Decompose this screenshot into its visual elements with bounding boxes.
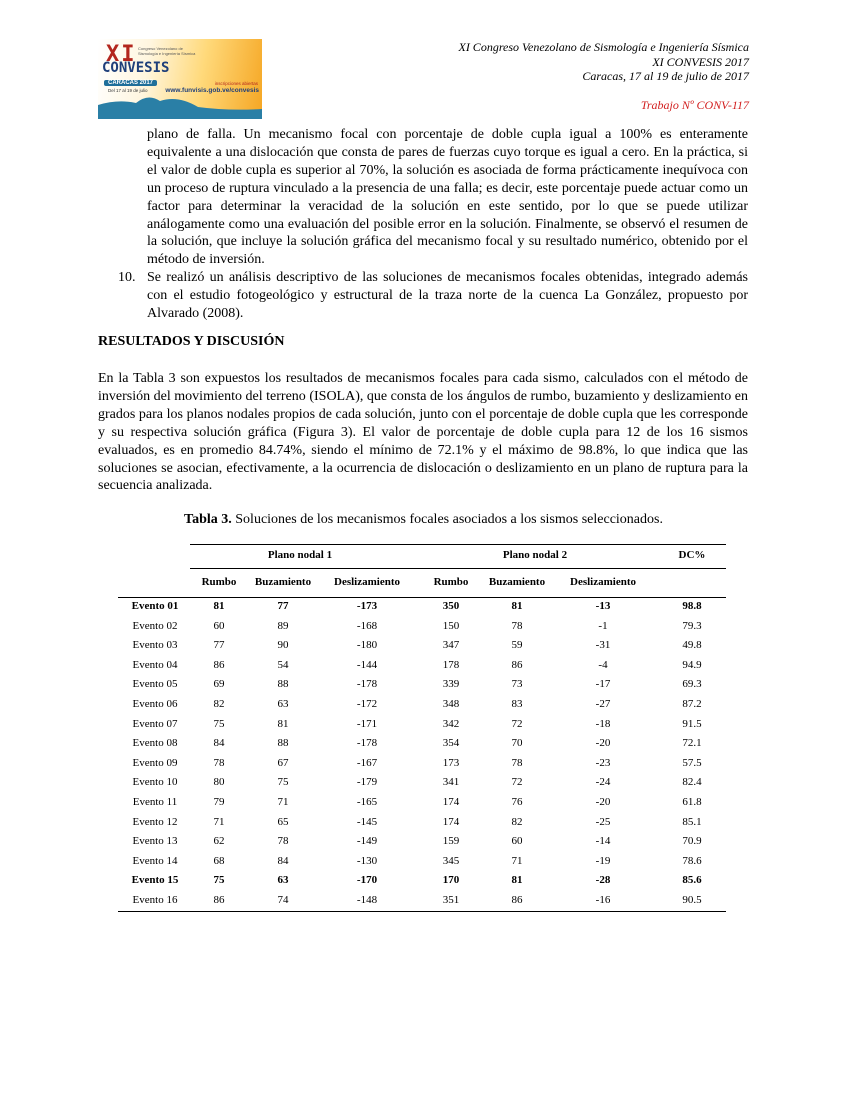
cell-dc-percent: 98.8 bbox=[682, 600, 702, 612]
list-item-number: 10. bbox=[118, 270, 136, 285]
table-row bbox=[118, 816, 726, 836]
cell-deslizamiento-1: -165 bbox=[356, 796, 378, 808]
header-paper-number: Trabajo Nº CONV-117 bbox=[640, 97, 749, 112]
cell-dc-percent: 91.5 bbox=[682, 717, 702, 730]
cell-evento: Evento 11 bbox=[132, 796, 178, 808]
cell-rumbo-1: 75 bbox=[213, 717, 225, 730]
cell-buzamiento-1: 78 bbox=[277, 835, 289, 848]
section-paragraph: En la Tabla 3 son expuestos los resultados de mecanismos focales para cada sismo, calculados con el método de inversión del movimiento del terreno (ISOLA), que consta de los ángulos de rumbo, buzamiento y deslizamiento en grados para los planos nodales propios de cada solución, junto con el porcentaje de doble cupla que les corresponde y su respectiva solución gráfica (Figura 3). El valor de porcentaje de doble cupla para 12 de los 16 sismos evaluados, es en promedio 84.74%, siendo el mínimo de 72.1% y el máximo de 98.8%, lo que indica que las soluciones se asocian, efectivamente, a la ocurrencia de dislocación o deslizamiento en un plano de ruptura para la secuencia analizada. bbox=[98, 371, 748, 494]
page-header bbox=[458, 40, 749, 112]
list-item-text: Se realizó un análisis descriptivo de las soluciones de mecanismos focales obtenidas, integrado además con el estudio fotogeológico y estructural de la traza norte de la cuenca La González, propuesto por Alvarado (2008). bbox=[147, 270, 748, 321]
cell-rumbo-2: 341 bbox=[442, 776, 460, 789]
cell-evento: Evento 14 bbox=[132, 854, 178, 867]
cell-deslizamiento-2: -20 bbox=[595, 796, 611, 808]
cell-evento: Evento 15 bbox=[131, 874, 179, 887]
cell-dc-percent: 85.1 bbox=[682, 815, 702, 828]
logo-dates: Del 17 al 19 de julio bbox=[108, 88, 148, 93]
cell-dc-percent: 49.8 bbox=[682, 639, 702, 652]
cell-evento: Evento 01 bbox=[131, 600, 179, 612]
cell-dc-percent: 82.4 bbox=[682, 776, 702, 789]
cell-rumbo-1: 68 bbox=[213, 854, 225, 867]
cell-dc-percent: 69.3 bbox=[682, 678, 702, 691]
table-bottom-rule bbox=[118, 911, 726, 912]
cell-evento: Evento 16 bbox=[132, 894, 178, 906]
cell-rumbo-1: 86 bbox=[213, 658, 225, 671]
cell-dc-percent: 85.6 bbox=[682, 874, 702, 887]
cell-buzamiento-1: 81 bbox=[277, 717, 289, 730]
conference-logo bbox=[98, 39, 262, 119]
table-row bbox=[118, 718, 726, 738]
cell-buzamiento-1: 63 bbox=[277, 698, 289, 710]
cell-rumbo-1: 78 bbox=[213, 756, 225, 769]
cell-deslizamiento-2: -4 bbox=[598, 658, 608, 671]
cell-dc-percent: 87.2 bbox=[682, 698, 702, 710]
cell-deslizamiento-2: -24 bbox=[595, 776, 611, 789]
cell-evento: Evento 02 bbox=[132, 619, 178, 632]
cell-dc-percent: 78.6 bbox=[682, 854, 702, 867]
cell-evento: Evento 06 bbox=[132, 698, 178, 710]
cell-rumbo-2: 350 bbox=[442, 600, 460, 612]
header-location-dates: Caracas, 17 al 19 de julio de 2017 bbox=[582, 69, 749, 84]
cell-rumbo-1: 82 bbox=[213, 698, 225, 710]
cell-rumbo-2: 348 bbox=[442, 698, 460, 710]
header-rumbo-2: Rumbo bbox=[433, 576, 469, 588]
table-top-rule bbox=[190, 544, 726, 545]
cell-rumbo-2: 339 bbox=[442, 678, 460, 691]
header-deslizamiento-1: Deslizamiento bbox=[334, 576, 400, 588]
cell-buzamiento-2: 60 bbox=[511, 835, 523, 848]
cell-rumbo-1: 75 bbox=[213, 874, 225, 887]
cell-rumbo-2: 178 bbox=[442, 658, 460, 671]
cell-rumbo-1: 77 bbox=[213, 639, 225, 652]
cell-buzamiento-2: 81 bbox=[511, 600, 523, 612]
cell-buzamiento-1: 65 bbox=[277, 815, 289, 828]
cell-rumbo-2: 351 bbox=[442, 894, 460, 906]
header-plano-nodal-1: Plano nodal 1 bbox=[267, 549, 333, 561]
cell-dc-percent: 70.9 bbox=[682, 835, 702, 848]
cell-rumbo-2: 170 bbox=[442, 874, 460, 887]
cell-deslizamiento-2: -28 bbox=[595, 874, 611, 887]
cell-deslizamiento-2: -18 bbox=[595, 717, 611, 730]
cell-deslizamiento-1: -130 bbox=[356, 854, 378, 867]
logo-city-year: CARACAS 2017 bbox=[104, 80, 157, 86]
cell-rumbo-1: 69 bbox=[213, 678, 225, 691]
table-row bbox=[118, 835, 726, 855]
table-header-rule bbox=[118, 597, 726, 598]
cell-rumbo-1: 81 bbox=[213, 600, 225, 612]
table-row bbox=[118, 678, 726, 698]
table-row bbox=[118, 698, 726, 718]
cell-deslizamiento-2: -31 bbox=[595, 639, 611, 652]
cell-deslizamiento-2: -25 bbox=[595, 815, 611, 828]
logo-title-xi: XI bbox=[106, 42, 137, 67]
cell-buzamiento-2: 72 bbox=[511, 776, 523, 789]
cell-deslizamiento-1: -172 bbox=[356, 698, 378, 710]
cell-deslizamiento-1: -168 bbox=[356, 619, 378, 632]
header-rumbo-1: Rumbo bbox=[201, 576, 237, 588]
cell-dc-percent: 61.8 bbox=[682, 796, 702, 808]
table-group-rule bbox=[190, 568, 726, 569]
cell-buzamiento-1: 77 bbox=[277, 600, 289, 612]
cell-buzamiento-1: 84 bbox=[277, 854, 289, 867]
cell-buzamiento-1: 88 bbox=[277, 678, 289, 691]
table-row bbox=[118, 620, 726, 640]
cell-rumbo-1: 86 bbox=[213, 894, 225, 906]
cell-buzamiento-1: 67 bbox=[277, 756, 289, 769]
table-row bbox=[118, 796, 726, 816]
table-row bbox=[118, 855, 726, 875]
section-title: RESULTADOS Y DISCUSIÓN bbox=[98, 334, 285, 349]
cell-deslizamiento-1: -180 bbox=[356, 639, 378, 652]
cell-buzamiento-2: 59 bbox=[511, 639, 523, 652]
cell-buzamiento-2: 73 bbox=[511, 678, 523, 691]
cell-deslizamiento-1: -173 bbox=[356, 600, 378, 612]
header-deslizamiento-2: Deslizamiento bbox=[570, 576, 636, 588]
cell-rumbo-1: 71 bbox=[213, 815, 225, 828]
cell-evento: Evento 07 bbox=[132, 717, 178, 730]
cell-deslizamiento-2: -17 bbox=[595, 678, 611, 691]
logo-subtitle: Congreso Venezolano de Sismología e Ingeniería Sísmica bbox=[138, 46, 196, 56]
cell-deslizamiento-2: -14 bbox=[595, 835, 611, 848]
cell-deslizamiento-2: -1 bbox=[598, 619, 608, 632]
cell-buzamiento-2: 81 bbox=[511, 874, 523, 887]
cell-rumbo-2: 150 bbox=[442, 619, 460, 632]
table-caption-label: Tabla 3. bbox=[184, 512, 232, 527]
cell-deslizamiento-1: -145 bbox=[356, 815, 378, 828]
header-plano-nodal-2: Plano nodal 2 bbox=[502, 549, 568, 561]
table-caption bbox=[0, 512, 847, 528]
table-row bbox=[118, 639, 726, 659]
logo-title-convesis: CONVESIS bbox=[102, 60, 170, 76]
cell-deslizamiento-2: -27 bbox=[595, 698, 611, 710]
cell-deslizamiento-2: -16 bbox=[595, 894, 611, 906]
cell-deslizamiento-2: -13 bbox=[595, 600, 611, 612]
cell-dc-percent: 79.3 bbox=[682, 619, 702, 632]
cell-rumbo-2: 347 bbox=[442, 639, 460, 652]
header-convesis: XI CONVESIS 2017 bbox=[652, 54, 749, 69]
table-row bbox=[118, 737, 726, 757]
cell-dc-percent: 90.5 bbox=[682, 894, 702, 906]
cell-buzamiento-1: 89 bbox=[277, 619, 289, 632]
cell-rumbo-2: 345 bbox=[442, 854, 460, 867]
cell-dc-percent: 94.9 bbox=[682, 658, 702, 671]
cell-buzamiento-2: 86 bbox=[511, 658, 523, 671]
table-row bbox=[118, 874, 726, 894]
cell-evento: Evento 04 bbox=[132, 658, 178, 671]
logo-registration: inscripciones abiertas bbox=[214, 81, 258, 86]
cell-evento: Evento 08 bbox=[132, 737, 178, 750]
header-congress-name: XI Congreso Venezolano de Sismología e Ingeniería Sísmica bbox=[458, 40, 749, 54]
cell-evento: Evento 10 bbox=[132, 776, 178, 789]
cell-deslizamiento-1: -170 bbox=[356, 874, 378, 887]
cell-buzamiento-2: 82 bbox=[511, 815, 523, 828]
cell-deslizamiento-1: -178 bbox=[356, 678, 378, 691]
logo-website: www.funvisis.gob.ve/convesis bbox=[165, 87, 259, 94]
continued-paragraph: plano de falla. Un mecanismo focal con porcentaje de doble cupla igual a 100% es enteramente equivalente a una dislocación que consta de pares de fuerzas cuyo torque es igual a cero. En la práctica, si el valor de doble cupla es superior al 70%, la solución es asociada de forma prácticamente inequívoca con un proceso de ruptura vinculado a la presencia de una falla; es decir, este porcentaje puede actuar como un factor para determinar la veracidad de la solución en este sentido, por lo que se puede utilizar análogamente como una evaluación del posible error en la solución. Finalmente, se observó el resumen de la solución, que incluye la solución gráfica del mecanismo focal y su resultado numérico, obtenido por el método de inversión. bbox=[147, 127, 748, 268]
cell-dc-percent: 57.5 bbox=[682, 756, 702, 769]
cell-rumbo-1: 80 bbox=[213, 776, 225, 789]
cell-deslizamiento-1: -149 bbox=[356, 835, 378, 848]
cell-buzamiento-2: 78 bbox=[511, 756, 523, 769]
cell-deslizamiento-1: -144 bbox=[356, 658, 378, 671]
cell-evento: Evento 12 bbox=[132, 815, 178, 828]
cell-rumbo-1: 79 bbox=[213, 796, 225, 808]
cell-evento: Evento 13 bbox=[132, 835, 178, 848]
cell-deslizamiento-2: -20 bbox=[595, 737, 611, 750]
cell-buzamiento-1: 75 bbox=[277, 776, 289, 789]
cell-buzamiento-2: 71 bbox=[511, 854, 523, 867]
cell-deslizamiento-1: -167 bbox=[356, 756, 378, 769]
cell-evento: Evento 05 bbox=[132, 678, 178, 691]
header-buzamiento-1: Buzamiento bbox=[254, 576, 312, 588]
cell-rumbo-2: 174 bbox=[442, 815, 460, 828]
cell-buzamiento-1: 71 bbox=[277, 796, 289, 808]
cell-dc-percent: 72.1 bbox=[682, 737, 702, 750]
header-dc-percent: DC% bbox=[678, 549, 706, 561]
cell-buzamiento-2: 70 bbox=[511, 737, 523, 750]
cell-rumbo-2: 354 bbox=[442, 737, 460, 750]
cell-deslizamiento-2: -19 bbox=[595, 854, 611, 867]
cell-rumbo-1: 60 bbox=[213, 619, 225, 632]
cell-evento: Evento 09 bbox=[132, 756, 178, 769]
cell-deslizamiento-1: -148 bbox=[356, 894, 378, 906]
cell-buzamiento-1: 90 bbox=[277, 639, 289, 652]
cell-rumbo-1: 84 bbox=[213, 737, 225, 750]
cell-buzamiento-1: 63 bbox=[277, 874, 289, 887]
cell-buzamiento-2: 76 bbox=[511, 796, 523, 808]
cell-buzamiento-1: 88 bbox=[277, 737, 289, 750]
cell-buzamiento-2: 83 bbox=[511, 698, 523, 710]
cell-rumbo-1: 62 bbox=[213, 835, 225, 848]
cell-evento: Evento 03 bbox=[132, 639, 178, 652]
cell-rumbo-2: 174 bbox=[442, 796, 460, 808]
table-caption-text: Soluciones de los mecanismos focales asociados a los sismos seleccionados. bbox=[231, 512, 663, 527]
table-row bbox=[118, 600, 726, 620]
cell-deslizamiento-1: -171 bbox=[356, 717, 378, 730]
table-row bbox=[118, 659, 726, 679]
cell-buzamiento-2: 78 bbox=[511, 619, 523, 632]
cell-rumbo-2: 173 bbox=[442, 756, 460, 769]
table-row bbox=[118, 757, 726, 777]
cell-deslizamiento-2: -23 bbox=[595, 756, 611, 769]
cell-rumbo-2: 342 bbox=[442, 717, 460, 730]
cell-deslizamiento-1: -179 bbox=[356, 776, 378, 789]
cell-buzamiento-2: 86 bbox=[511, 894, 523, 906]
cell-deslizamiento-1: -178 bbox=[356, 737, 378, 750]
cell-buzamiento-1: 54 bbox=[277, 658, 289, 671]
cell-rumbo-2: 159 bbox=[442, 835, 460, 848]
cell-buzamiento-1: 74 bbox=[277, 894, 289, 906]
cell-buzamiento-2: 72 bbox=[511, 717, 523, 730]
header-buzamiento-2: Buzamiento bbox=[488, 576, 546, 588]
table-row bbox=[118, 776, 726, 796]
